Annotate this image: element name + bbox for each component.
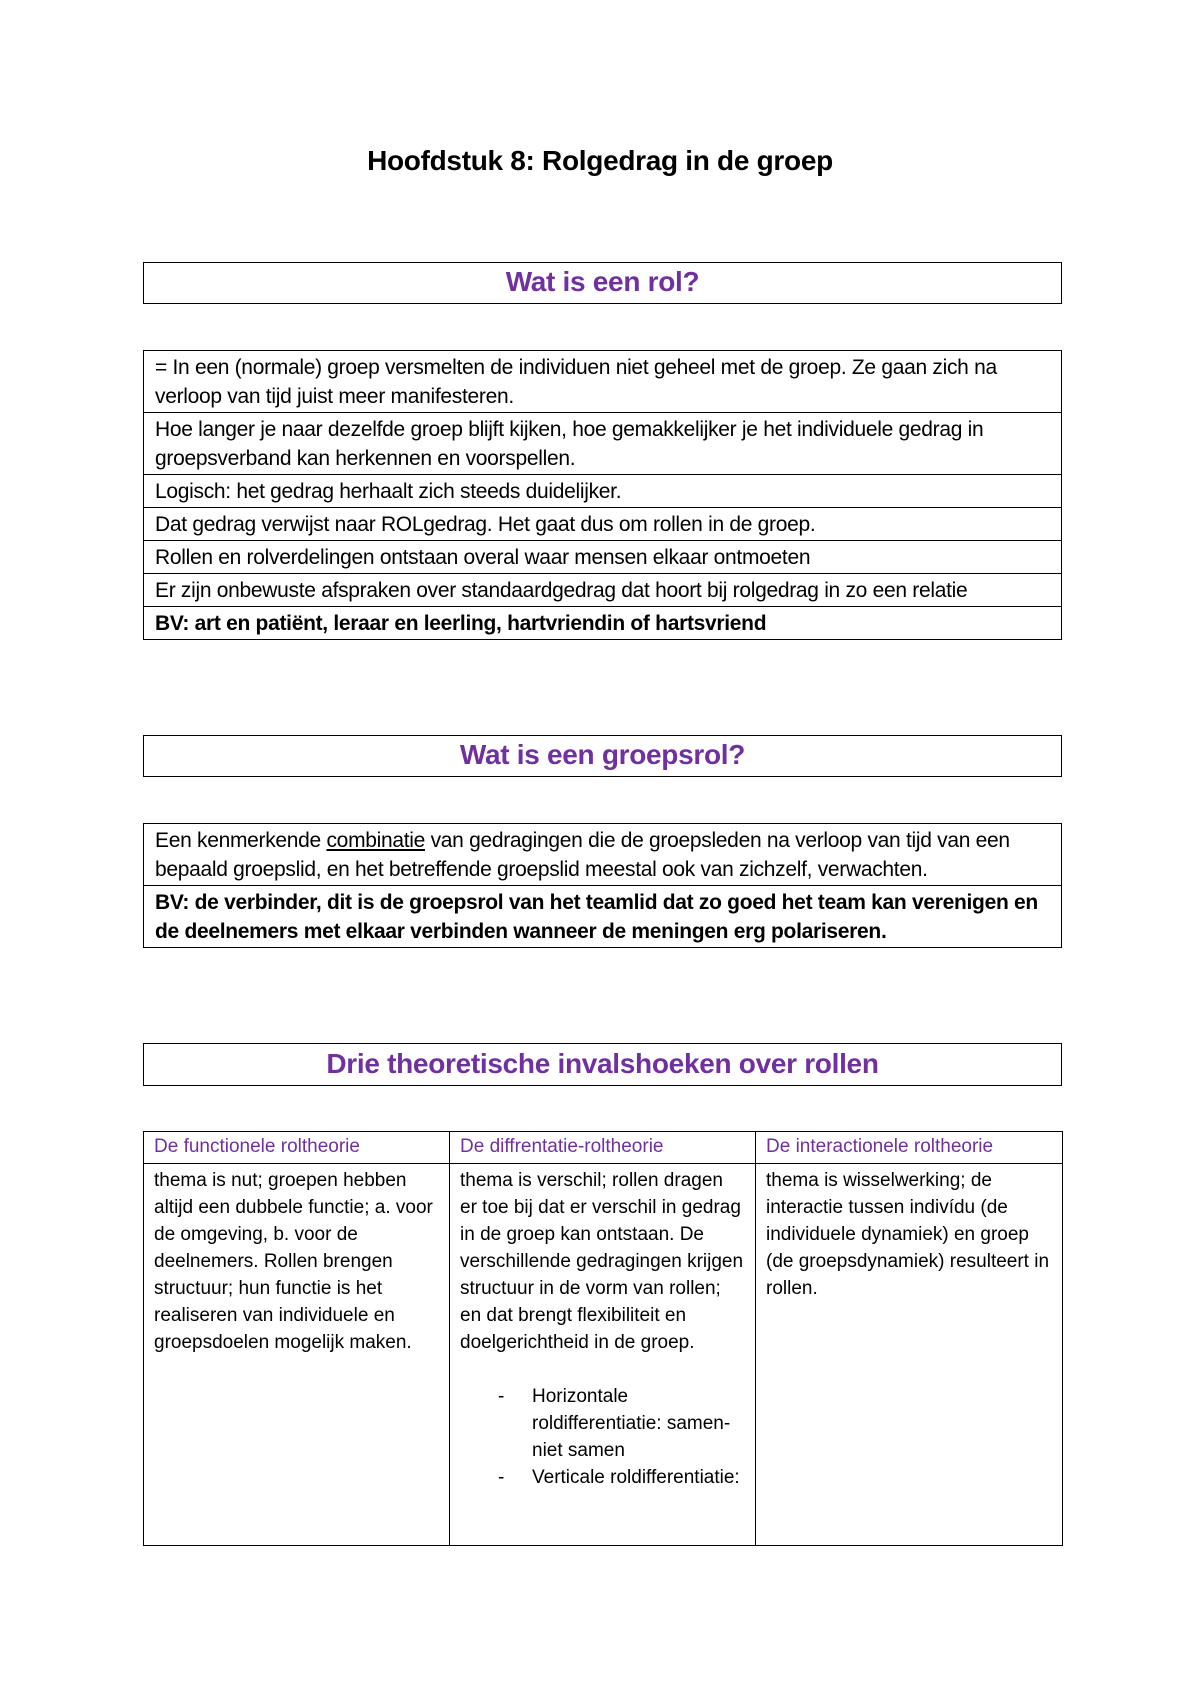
dash-bullet-icon: - [498, 1386, 505, 1407]
example-cell: BV: art en patiënt, leraar en leerling, hartvriendin of hartsvriend [144, 607, 1062, 640]
example-cell: BV: de verbinder, dit is de groepsrol van het teamlid dat zo goed het team kan verenigen en de deelnemers met elkaar verbinden wanneer de meningen erg polariseren. [144, 886, 1062, 948]
dash-bullet-icon: - [498, 1467, 505, 1488]
table-cell [144, 824, 1062, 886]
page-title: Hoofdstuk 8: Rolgedrag in de groep [367, 145, 833, 176]
table-row [144, 413, 1062, 475]
table-row [144, 886, 1062, 948]
column-header-differentatie: De diffrentatie-roltheorie [450, 1132, 756, 1164]
differentiation-list [460, 1383, 745, 1491]
list-item [498, 1464, 745, 1491]
section-heading-groepsrol: Wat is een groepsrol? [143, 735, 1062, 777]
rol-definition-table [143, 350, 1062, 640]
table-row [144, 508, 1062, 541]
definition-text-end: van gedragingen die de groepsleden na verloop van tijd van een bepaald groepslid, en het betreffende groepslid meestal ook van zichzelf, verwachten. [155, 829, 1010, 881]
theory-text: thema is nut; groepen hebben altijd een dubbele functie; a. voor de omgeving, b. voor de deelnemers. Rollen brengen structuur; hun functie is het realiseren van individuele en groepsdoelen mogelijk maken. [154, 1170, 433, 1353]
table-cell: Rollen en rolverdelingen ontstaan overal waar mensen elkaar ontmoeten [144, 541, 1062, 574]
table-row [144, 607, 1062, 640]
column-header-interactionele: De interactionele roltheorie [756, 1132, 1063, 1164]
table-row [144, 351, 1062, 413]
table-row [144, 574, 1062, 607]
table-cell: Logisch: het gedrag herhaalt zich steeds duidelijker. [144, 475, 1062, 508]
underlined-term: combinatie [326, 829, 426, 852]
list-item-text: Verticale roldifferentiatie: [532, 1467, 740, 1488]
section-heading-theories: Drie theoretische invalshoeken over rollen [143, 1043, 1062, 1086]
section-heading-rol: Wat is een rol? [143, 262, 1062, 304]
table-cell: Dat gedrag verwijst naar ROLgedrag. Het gaat dus om rollen in de groep. [144, 508, 1062, 541]
theory-cell-differentatie [450, 1164, 756, 1546]
table-row [144, 824, 1062, 886]
column-header-functionele: De functionele roltheorie [144, 1132, 450, 1164]
table-cell: Er zijn onbewuste afspraken over standaardgedrag dat hoort bij rolgedrag in zo een relatie [144, 574, 1062, 607]
theories-table [143, 1131, 1063, 1546]
definition-text-start: Een kenmerkende [155, 829, 327, 852]
theory-text: thema is wisselwerking; de interactie tussen indivídu (de individuele dynamiek) en groep (de groepsdynamiek) resulteert in rollen. [766, 1170, 1050, 1299]
list-item [498, 1383, 745, 1464]
table-row [144, 1164, 1063, 1546]
table-cell: = In een (normale) groep versmelten de individuen niet geheel met de groep. Ze gaan zich na verloop van tijd juist meer manifesteren. [144, 351, 1062, 413]
theory-cell-interactionele [756, 1164, 1063, 1546]
table-row [144, 541, 1062, 574]
theory-text: thema is verschil; rollen dragen er toe bij dat er verschil in gedrag in de groep kan ontstaan. De verschillende gedragingen krijgen structuur in de vorm van rollen; en dat brengt flexibiliteit en doelgerichtheid in de groep. [460, 1170, 744, 1353]
table-header-row [144, 1132, 1063, 1164]
groepsrol-definition-table [143, 823, 1062, 948]
table-row [144, 475, 1062, 508]
theory-cell-functionele [144, 1164, 450, 1546]
list-item-text: Horizontale roldifferentiatie: samen-niet samen [532, 1386, 731, 1461]
table-cell: Hoe langer je naar dezelfde groep blijft kijken, hoe gemakkelijker je het individuele gedrag in groepsverband kan herkennen en voorspellen. [144, 413, 1062, 475]
